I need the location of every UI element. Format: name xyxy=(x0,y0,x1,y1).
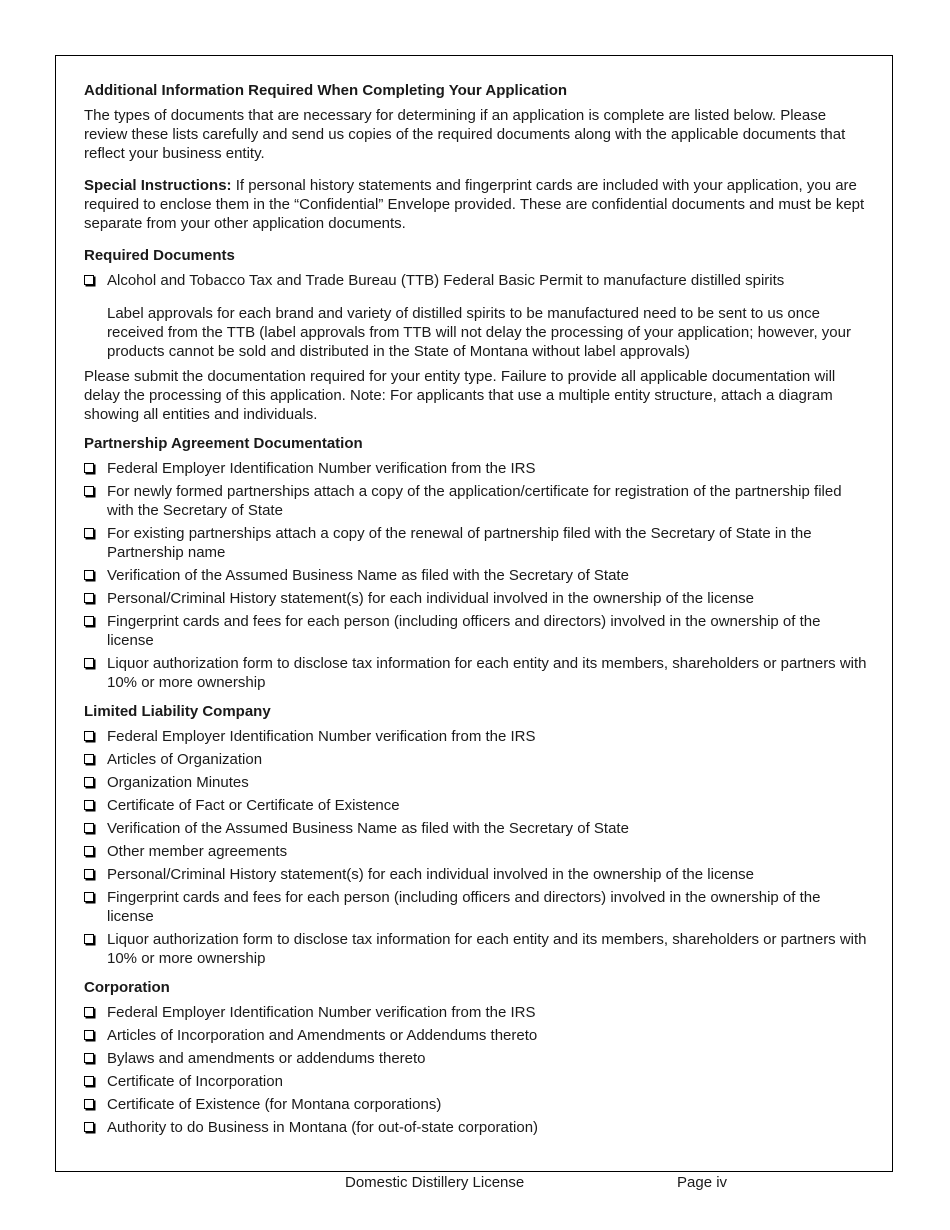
llc-heading: Limited Liability Company xyxy=(84,703,271,720)
checklist-item-label: Liquor authorization form to disclose tax information for each entity and its members, shareholders or partners with 10% or more ownership xyxy=(107,655,867,691)
checkbox-icon[interactable] xyxy=(84,846,94,856)
checklist-item xyxy=(84,930,869,968)
checklist-item-label: Articles of Incorporation and Amendments or Addendums thereto xyxy=(107,1027,538,1044)
page-footer xyxy=(0,1172,950,1194)
checkbox-icon[interactable] xyxy=(84,1053,94,1063)
checklist-item-label: Liquor authorization form to disclose tax information for each entity and its members, shareholders or partners with 10% or more ownership xyxy=(107,931,867,967)
document-body xyxy=(84,81,869,1141)
checklist-item-label: Federal Employer Identification Number verification from the IRS xyxy=(107,728,536,745)
checklist-item xyxy=(84,566,869,585)
checklist-item xyxy=(84,888,869,926)
checkbox-icon[interactable] xyxy=(84,528,94,538)
checklist-item xyxy=(84,524,869,562)
footer-title: Domestic Distillery License xyxy=(345,1174,525,1191)
checkbox-icon[interactable] xyxy=(84,1099,94,1109)
checkbox-icon[interactable] xyxy=(84,570,94,580)
checklist-item xyxy=(84,773,869,792)
partnership-checklist xyxy=(84,459,869,692)
checklist-item xyxy=(84,654,869,692)
checklist-item xyxy=(84,750,869,769)
special-instructions-label: Special Instructions: xyxy=(84,177,232,194)
special-instructions-paragraph xyxy=(84,176,869,233)
checklist-item-label: Authority to do Business in Montana (for out-of-state corporation) xyxy=(107,1119,539,1136)
corporation-checklist xyxy=(84,1003,869,1137)
checkbox-icon[interactable] xyxy=(84,823,94,833)
entity-note-paragraph: Please submit the documentation required for your entity type. Failure to provide all applicable documentation will delay the processing of this application. Note: For applicants that use a multiple entity structure, attach a diagram showing all entities and individuals. xyxy=(84,368,836,423)
checklist-item-label: Federal Employer Identification Number verification from the IRS xyxy=(107,1004,536,1021)
intro-paragraph: The types of documents that are necessary for determining if an application is complete are listed below. Please review these lists carefully and send us copies of the required documents along with the applicable documents that reflect your business entity. xyxy=(84,107,846,162)
checklist-item-label: For newly formed partnerships attach a copy of the application/certificate for registration of the partnership filed with the Secretary of State xyxy=(107,483,842,519)
checklist-item-label: Articles of Organization xyxy=(107,751,263,768)
checklist-item xyxy=(84,459,869,478)
checkbox-icon[interactable] xyxy=(84,777,94,787)
checklist-item-label: Bylaws and amendments or addendums thereto xyxy=(107,1050,426,1067)
checklist-item xyxy=(84,1118,869,1137)
checklist-item xyxy=(84,1095,869,1114)
checkbox-icon[interactable] xyxy=(84,275,94,285)
checkbox-icon[interactable] xyxy=(84,754,94,764)
page-heading: Additional Information Required When Completing Your Application xyxy=(84,82,568,99)
llc-checklist xyxy=(84,727,869,968)
partnership-heading: Partnership Agreement Documentation xyxy=(84,435,363,452)
checklist-item-label: Alcohol and Tobacco Tax and Trade Bureau (TTB) Federal Basic Permit to manufacture distilled spirits xyxy=(107,272,785,289)
checkbox-icon[interactable] xyxy=(84,616,94,626)
checkbox-icon[interactable] xyxy=(84,1076,94,1086)
checkbox-icon[interactable] xyxy=(84,463,94,473)
checklist-item xyxy=(84,589,869,608)
checklist-item xyxy=(84,842,869,861)
checkbox-icon[interactable] xyxy=(84,1030,94,1040)
checklist-item-label: Certificate of Fact or Certificate of Existence xyxy=(107,797,400,814)
required-documents-heading: Required Documents xyxy=(84,247,235,264)
checklist-item xyxy=(84,1003,869,1022)
checkbox-icon[interactable] xyxy=(84,869,94,879)
checklist-item-label: Certificate of Incorporation xyxy=(107,1073,283,1090)
checkbox-icon[interactable] xyxy=(84,892,94,902)
checklist-item xyxy=(84,1072,869,1091)
checklist-item-label: Federal Employer Identification Number verification from the IRS xyxy=(107,460,536,477)
checklist-item xyxy=(84,1049,869,1068)
label-approvals-note: Label approvals for each brand and variety of distilled spirits to be manufactured need to be sent to us once received from the TTB (label approvals from TTB will not delay the processing of your application; however, your products cannot be sold and distributed in the State of Montana without label approvals) xyxy=(107,305,851,360)
checkbox-icon[interactable] xyxy=(84,1007,94,1017)
checklist-item-label: Other member agreements xyxy=(107,843,288,860)
checklist-item xyxy=(84,482,869,520)
checklist-item xyxy=(84,865,869,884)
page-number: Page iv xyxy=(677,1174,728,1191)
checklist-item-label: Certificate of Existence (for Montana corporations) xyxy=(107,1096,442,1113)
checklist-item-label: Fingerprint cards and fees for each person (including officers and directors) involved in the ownership of the license xyxy=(107,889,821,925)
checklist-item xyxy=(84,1026,869,1045)
checklist-item-label: Verification of the Assumed Business Name as filed with the Secretary of State xyxy=(107,567,629,584)
checklist-item-label: For existing partnerships attach a copy of the renewal of partnership filed with the Secretary of State in the Partnership name xyxy=(107,525,812,561)
checklist-item-label: Verification of the Assumed Business Name as filed with the Secretary of State xyxy=(107,820,629,837)
checklist-item-label: Organization Minutes xyxy=(107,774,249,791)
checkbox-icon[interactable] xyxy=(84,486,94,496)
checklist-item xyxy=(84,727,869,746)
checklist-item xyxy=(84,819,869,838)
checklist-item xyxy=(84,271,869,290)
checkbox-icon[interactable] xyxy=(84,731,94,741)
checkbox-icon[interactable] xyxy=(84,1122,94,1132)
checkbox-icon[interactable] xyxy=(84,658,94,668)
checklist-item xyxy=(84,796,869,815)
checkbox-icon[interactable] xyxy=(84,934,94,944)
checklist-item xyxy=(84,612,869,650)
checklist-item-label: Fingerprint cards and fees for each person (including officers and directors) involved in the ownership of the license xyxy=(107,613,821,649)
checklist-item-label: Personal/Criminal History statement(s) for each individual involved in the ownership of the license xyxy=(107,590,754,607)
corporation-heading: Corporation xyxy=(84,979,170,996)
checkbox-icon[interactable] xyxy=(84,800,94,810)
checklist-item-label: Personal/Criminal History statement(s) for each individual involved in the ownership of the license xyxy=(107,866,754,883)
checkbox-icon[interactable] xyxy=(84,593,94,603)
special-instructions-text: If personal history statements and fingerprint cards are included with your application, you are required to enclose them in the “Confidential” Envelope provided. These are confidential documents and must be kept separate from your other application documents. xyxy=(84,177,865,232)
